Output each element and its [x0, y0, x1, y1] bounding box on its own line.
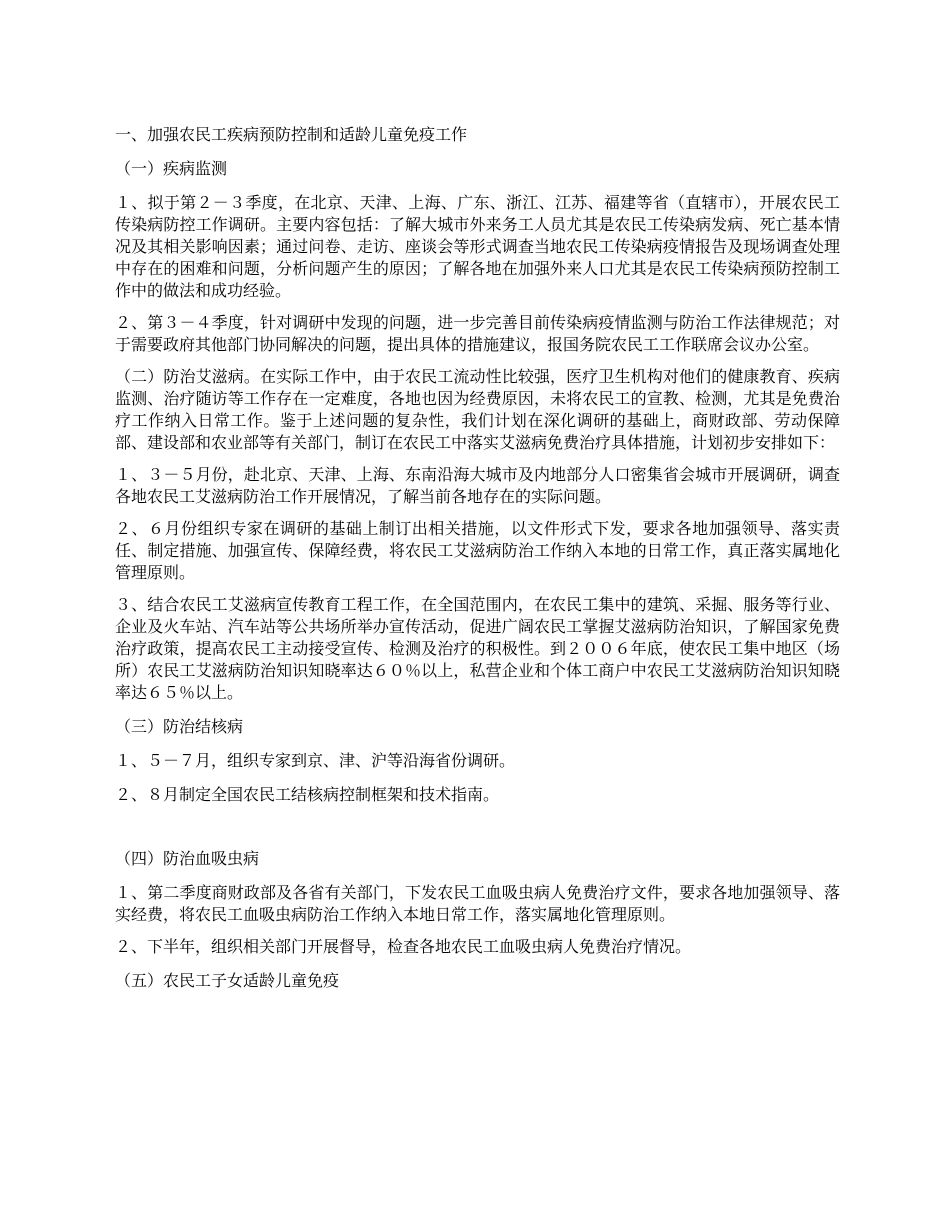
paragraph: ３、结合农民工艾滋病宣传教育工程工作，在全国范围内，在农民工集中的建筑、采掘、服务等行业、企业及火车站、汽车站等公共场所举办宣传活动，促进广阔农民工掌握艾滋病防治知识，了解国家免费治疗政策，提高农民工主动接受宣传、检测及治疗的积极性。到２００６年底，使农民工集中地区（场所）农民工艾滋病防治知识知晓率达６０％以上，私营企业和个体工商户中农民工艾滋病防治知识知晓率达６５％以上。	[115, 595, 840, 702]
subsection-heading-tuberculosis: （三）防治结核病	[115, 717, 244, 736]
section-title: 一、加强农民工疾病预防控制和适龄儿童免疫工作	[115, 125, 468, 144]
paragraph: ２、６月份组织专家在调研的基础上制订出相关措施，以文件形式下发，要求各地加强领导、落实责任、制定措施、加强宣传、保障经费，将农民工艾滋病防治工作纳入本地的日常工作，真正落实属地化管理原则。	[115, 519, 840, 582]
document-body	[115, 124, 840, 992]
paragraph: ２、８月制定全国农民工结核病控制框架和技术指南。	[115, 785, 500, 804]
paragraph: １、５－７月，组织专家到京、津、沪等沿海省份调研。	[115, 751, 516, 770]
paragraph: ２、第３－４季度，针对调研中发现的问题，进一步完善目前传染病疫情监测与防治工作法律规范；对于需要政府其他部门协同解决的问题，提出具体的措施建议，报国务院农民工工作联席会议办公室。	[115, 313, 840, 354]
paragraph: １、拟于第２－３季度，在北京、天津、上海、广东、浙江、江苏、福建等省（直辖市），开展农民工传染病防控工作调研。主要内容包括：了解大城市外来务工人员尤其是农民工传染病发病、死亡基本情况及其相关影响因素；通过问卷、走访、座谈会等形式调查当地农民工传染病疫情报告及现场调查处理中存在的困难和问题，分析问题产生的原因；了解各地在加强外来人口尤其是农民工传染病预防控制工作中的做法和成功经验。	[115, 193, 840, 300]
paragraph: １、第二季度商财政部及各省有关部门，下发农民工血吸虫病人免费治疗文件，要求各地加强领导、落实经费，将农民工血吸虫病防治工作纳入本地日常工作，落实属地化管理原则。	[115, 883, 840, 924]
paragraph-aids-intro: （二）防治艾滋病。在实际工作中，由于农民工流动性比较强，医疗卫生机构对他们的健康教育、疾病监测、治疗随访等工作存在一定难度，各地也因为经费原因，未将农民工的宣教、检测，尤其是免费治疗工作纳入日常工作。鉴于上述问题的复杂性，我们计划在深化调研的基础上，商财政部、劳动保障部、建设部和农业部等有关部门，制订在农民工中落实艾滋病免费治疗具体措施，计划初步安排如下：	[115, 367, 840, 452]
subsection-heading-child-immunization: （五）农民工子女适龄儿童免疫	[115, 971, 340, 990]
subsection-heading-disease-monitoring: （一）疾病监测	[115, 159, 228, 178]
paragraph: １、３－５月份，赴北京、天津、上海、东南沿海大城市及内地部分人口密集省会城市开展调研，调查各地农民工艾滋病防治工作开展情况，了解当前各地存在的实际问题。	[115, 465, 840, 506]
subsection-heading-schistosomiasis: （四）防治血吸虫病	[115, 849, 260, 868]
paragraph: ２、下半年，组织相关部门开展督导，检查各地农民工血吸虫病人免费治疗情况。	[115, 937, 692, 956]
